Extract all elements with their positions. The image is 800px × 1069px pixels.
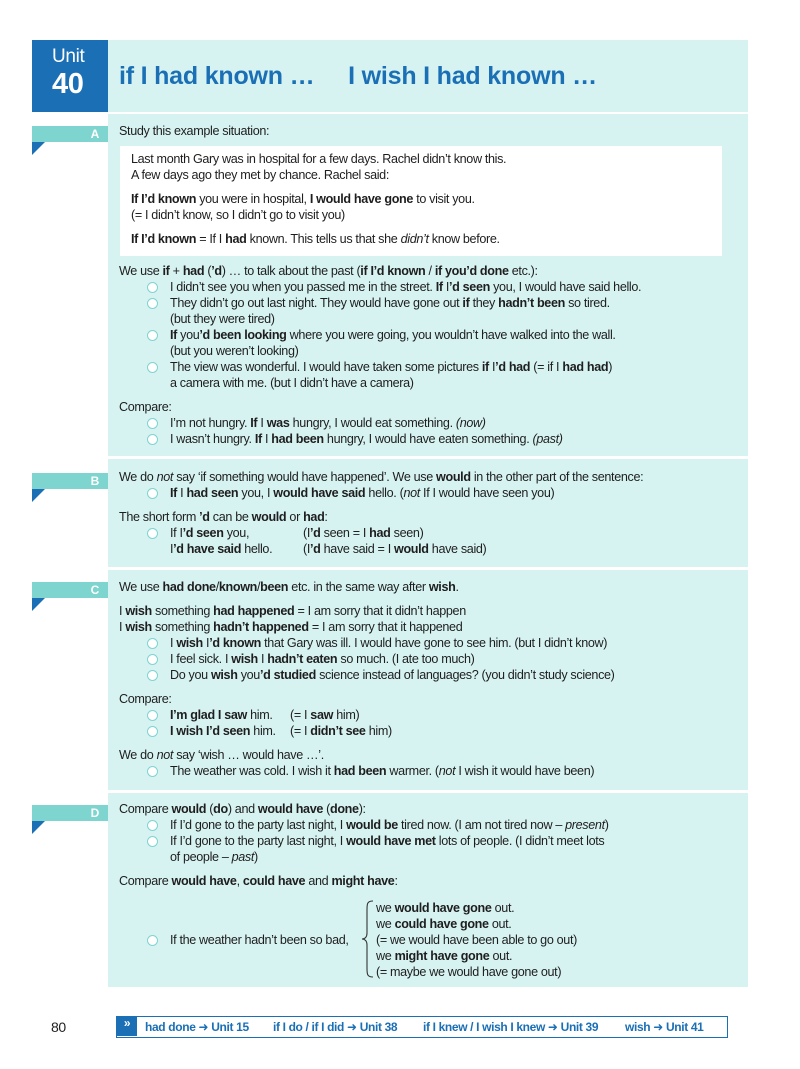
example-line: I wish I’d seen him.	[170, 724, 276, 738]
section-c-tab: C	[32, 582, 108, 598]
example-line: we could have gone out.	[376, 917, 512, 931]
bullet-icon	[147, 330, 158, 341]
example-line: I’d have said hello.	[170, 542, 273, 556]
rule-text: We use if + had (’d) … to talk about the past (if I’d known / if you’d done etc.):	[119, 264, 538, 278]
example-line: we would have gone out.	[376, 901, 515, 915]
rule-text: We do not say ‘if something would have happened’. We use would in the other part of the sentence:	[119, 470, 644, 484]
section-b-tab: B	[32, 473, 108, 489]
bullet-icon	[147, 434, 158, 445]
example-line: They didn’t go out last night. They would have gone out if they hadn’t been so tired.	[170, 296, 610, 310]
unit-number: 40	[52, 68, 84, 100]
example-line: (= I saw him)	[290, 708, 360, 722]
example-line: (I’d seen = I had seen)	[303, 526, 424, 540]
bullet-icon	[147, 726, 158, 737]
example-line: I’m glad I saw him.	[170, 708, 273, 722]
cross-ref-link[interactable]: had done ➜ Unit 15	[145, 1020, 249, 1034]
example-line: The view was wonderful. I would have taken some pictures if I’d had (= if I had had)	[170, 360, 613, 374]
section-a-marker	[32, 142, 45, 155]
cross-ref-link[interactable]: if I do / if I did ➜ Unit 38	[273, 1020, 398, 1034]
example-line: (= maybe we would have gone out)	[376, 965, 562, 979]
example-line: If I’d gone to the party last night, I would have met lots of people. (I didn’t meet lots	[170, 834, 605, 848]
page-number: 80	[51, 1019, 66, 1035]
compare-label: Compare:	[119, 692, 172, 706]
double-chevron-icon: »	[117, 1017, 137, 1036]
bullet-icon	[147, 418, 158, 429]
bullet-icon	[147, 362, 158, 373]
rule-text: I wish something had happened = I am sorry that it didn’t happen	[119, 604, 466, 618]
unit-label: Unit	[52, 46, 85, 67]
bullet-icon	[147, 836, 158, 847]
bullet-icon	[147, 488, 158, 499]
unit-badge	[32, 40, 108, 112]
compare-label: Compare would have, could have and might have:	[119, 874, 398, 888]
section-c-marker	[32, 598, 45, 611]
cross-ref-link[interactable]: wish ➜ Unit 41	[625, 1020, 704, 1034]
bullet-icon	[147, 282, 158, 293]
example-line: I wasn’t hungry. If I had been hungry, I would have eaten something. (past)	[170, 432, 563, 446]
section-d-marker	[32, 821, 45, 834]
example-line: (I’d have said = I would have said)	[303, 542, 487, 556]
bullet-icon	[147, 670, 158, 681]
example-line: If I’d seen you,	[170, 526, 250, 540]
example-line: (= I didn’t see him)	[290, 724, 392, 738]
cross-reference-bar	[116, 1016, 728, 1038]
example-line: A few days ago they met by chance. Rachel said:	[131, 168, 389, 182]
bullet-icon	[147, 710, 158, 721]
bullet-icon	[147, 766, 158, 777]
bullet-icon	[147, 298, 158, 309]
example-line: (but they were tired)	[170, 312, 275, 326]
bullet-icon	[147, 528, 158, 539]
example-line: I feel sick. I wish I hadn’t eaten so much. (I ate too much)	[170, 652, 475, 666]
rule-text: The short form ’d can be would or had:	[119, 510, 328, 524]
example-line: (but you weren’t looking)	[170, 344, 299, 358]
section-a-intro: Study this example situation:	[119, 124, 270, 138]
section-d-tab: D	[32, 805, 108, 821]
rule-text: We use had done/known/been etc. in the same way after wish.	[119, 580, 459, 594]
example-line: I’m not hungry. If I was hungry, I would eat something. (now)	[170, 416, 486, 430]
example-line: If the weather hadn’t been so bad,	[170, 933, 349, 947]
bullet-icon	[147, 820, 158, 831]
bullet-icon	[147, 935, 158, 946]
example-line: I didn’t see you when you passed me in the street. If I’d seen you, I would have said hello.	[170, 280, 642, 294]
rule-text: I wish something hadn’t happened = I am sorry that it happened	[119, 620, 463, 634]
example-line: Last month Gary was in hospital for a few days. Rachel didn’t know this.	[131, 152, 507, 166]
example-line: If I’d known = If I had known. This tells us that she didn’t know before.	[131, 232, 500, 246]
rule-text: We do not say ‘wish … would have …’.	[119, 748, 324, 762]
bullet-icon	[147, 638, 158, 649]
section-b-marker	[32, 489, 45, 502]
compare-label: Compare:	[119, 400, 172, 414]
cross-ref-link[interactable]: if I knew / I wish I knew ➜ Unit 39	[423, 1020, 599, 1034]
example-line: of people – past)	[170, 850, 258, 864]
example-line: we might have gone out.	[376, 949, 513, 963]
example-line: (= I didn’t know, so I didn’t go to visit you)	[131, 208, 345, 222]
section-a-tab: A	[32, 126, 108, 142]
bullet-icon	[147, 654, 158, 665]
page-title: if I had known … I wish I had known …	[119, 62, 597, 90]
example-line: Do you wish you’d studied science instead of languages? (you didn’t study science)	[170, 668, 615, 682]
example-line: If I’d known you were in hospital, I would have gone to visit you.	[131, 192, 475, 206]
brace-icon	[361, 900, 375, 978]
title-band	[108, 40, 748, 112]
example-line: The weather was cold. I wish it had been warmer. (not I wish it would have been)	[170, 764, 595, 778]
example-line: (= we would have been able to go out)	[376, 933, 577, 947]
rule-text: Compare would (do) and would have (done):	[119, 802, 366, 816]
example-line: a camera with me. (but I didn’t have a camera)	[170, 376, 414, 390]
example-line: If I’d gone to the party last night, I would be tired now. (I am not tired now – present)	[170, 818, 609, 832]
example-line: If I had seen you, I would have said hello. (not If I would have seen you)	[170, 486, 555, 500]
example-line: If you’d been looking where you were going, you wouldn’t have walked into the wall.	[170, 328, 616, 342]
example-line: I wish I’d known that Gary was ill. I would have gone to see him. (but I didn’t know)	[170, 636, 608, 650]
